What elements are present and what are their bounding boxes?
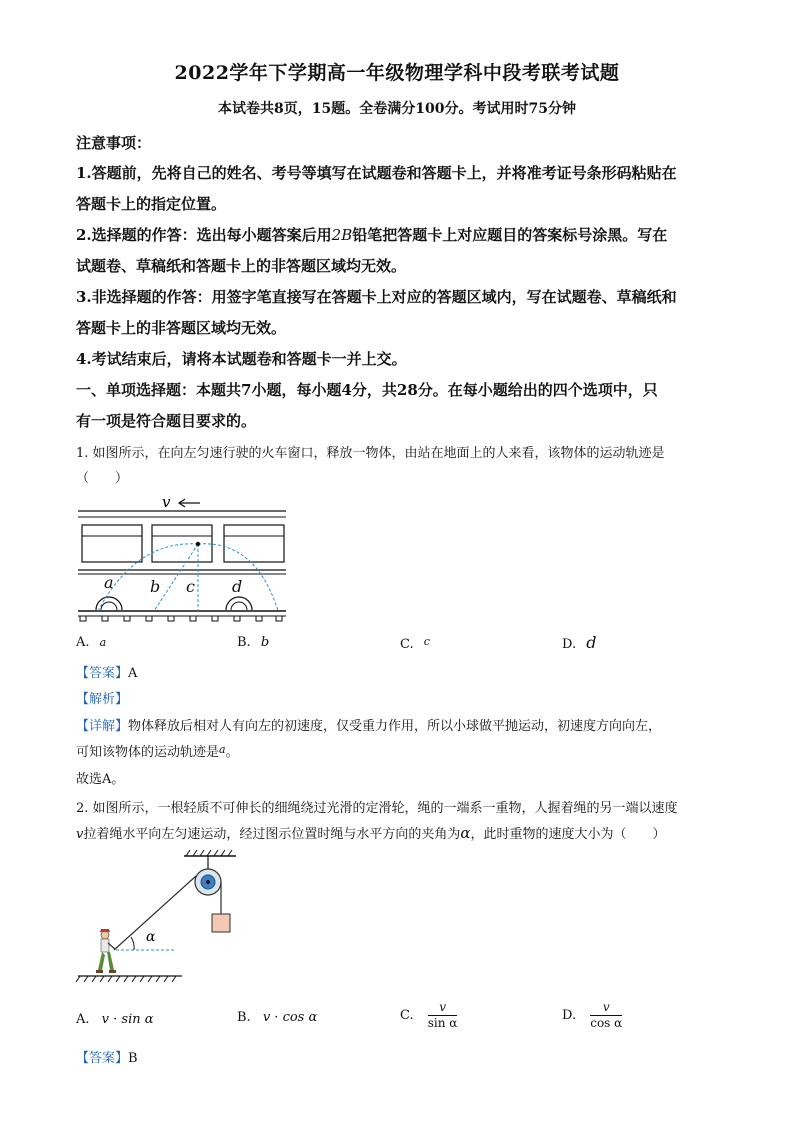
q2-stem-line2: [76, 823, 666, 842]
page-subtitle: 本试卷共8页，15题。全卷满分100分。考试用时75分钟: [218, 101, 576, 117]
q2-pulley-figure: [76, 848, 246, 990]
q1-conclusion: 故选A。: [76, 772, 125, 787]
answer-tag: 【答案】: [76, 1051, 129, 1066]
q1-option-c[interactable]: [400, 635, 430, 652]
option-letter: A.: [76, 1012, 90, 1027]
fraction-denominator: sin α: [427, 1016, 458, 1030]
path-label-c: c: [186, 577, 195, 596]
option-letter: C.: [400, 637, 414, 652]
train-window: [152, 525, 212, 562]
page-title: 2022学年下学期高一年级物理学科中段考联考试题: [174, 62, 620, 84]
train-window: [224, 525, 284, 562]
q1-option-a[interactable]: [76, 635, 106, 650]
stem-text: ，此时重物的速度大小为（ ）: [470, 827, 666, 842]
fraction: [590, 1000, 622, 1031]
notice-item-1a: 1.答题前，先将自己的姓名、考号等填写在试题卷和答题卡上，并将准考证号条形码粘贴在: [76, 164, 677, 182]
option-value: a: [99, 636, 107, 649]
option-value: c: [423, 635, 430, 648]
notice-item-4: 4.考试结束后，请将本试题卷和答题卡一并上交。: [76, 350, 407, 368]
q1-stem-line2: （ ）: [76, 471, 129, 486]
notice-item-3b: 答题卡上的非答题区域均无效。: [76, 319, 287, 337]
fraction-numerator: v: [590, 1000, 622, 1016]
q2-option-a[interactable]: [76, 1012, 154, 1027]
stem-text: 拉着绳水平向左匀速运动，经过图示位置时绳与水平方向的夹角为: [83, 827, 461, 842]
option-letter: D.: [562, 1008, 577, 1023]
option-letter: C.: [400, 1008, 414, 1023]
q2-answer: [76, 1047, 138, 1066]
q1-option-b[interactable]: [237, 635, 269, 650]
q2-stem-line1: 2. 如图所示，一根轻质不可伸长的细绳绕过光滑的定滑轮，绳的一端系一重物，人握着绳的另一端以速度: [76, 801, 678, 816]
notice-item-2b: 试题卷、草稿纸和答题卡上的非答题区域均无效。: [76, 257, 407, 275]
fraction-numerator: v: [428, 1000, 458, 1016]
q1-stem-line1: 1. 如图所示，在向左匀速行驶的火车窗口，释放一物体，由站在地面上的人来看，该物体的运动轨迹是: [76, 446, 665, 461]
option-value: d: [586, 633, 597, 652]
path-label-a: a: [104, 573, 114, 592]
path-label-d: d: [232, 577, 243, 596]
notice-item-2a-var: 2B: [331, 226, 353, 244]
stem-var: v: [76, 827, 84, 842]
option-letter: A.: [76, 635, 90, 650]
notice-item-2a-post: 铅笔把答题卡上对应题目的答案标号涂黑。写在: [352, 226, 668, 244]
q2-option-c[interactable]: [400, 1000, 457, 1031]
angle-label: α: [146, 929, 156, 945]
q2-option-d[interactable]: [562, 1000, 622, 1031]
train-window: [82, 525, 142, 562]
section-heading-line1: 一、单项选择题：本题共7小题，每小题4分，共28分。在每小题给出的四个选项中，只: [76, 381, 658, 399]
answer-tag: 【答案】: [76, 666, 129, 681]
arrow-left-icon: [179, 499, 200, 507]
weight-block: [212, 914, 230, 932]
path-label-b: b: [150, 577, 161, 596]
detail-var: a: [219, 743, 226, 756]
option-value: v · cos α: [262, 1010, 318, 1025]
detail-text: 物体释放后相对人有向左的初速度，仅受重力作用，所以小球做平抛运动，初速度方向向左，: [128, 719, 662, 734]
section-heading-line2: 有一项是符合题目要求的。: [76, 412, 257, 430]
option-letter: D.: [562, 637, 577, 652]
fraction-denominator: cos α: [590, 1016, 623, 1030]
fraction: [428, 1000, 458, 1031]
answer-value: B: [128, 1051, 138, 1066]
person-icon: [96, 929, 116, 973]
q1-train-figure: [76, 490, 288, 625]
q1-answer: [76, 662, 137, 681]
notice-item-2a-pre: 2.选择题的作答：选出每小题答案后用: [76, 226, 332, 244]
stem-angle: α: [460, 824, 471, 842]
notice-item-3a: 3.非选择题的作答：用签字笔直接写在答题卡上对应的答题区域内，写在试题卷、草稿纸和: [76, 288, 677, 306]
notice-item-1b: 答题卡上的指定位置。: [76, 195, 227, 213]
answer-value: A: [128, 666, 138, 681]
q1-analysis-tag: [76, 688, 128, 707]
q1-detail-line2: [76, 741, 239, 760]
velocity-label: v: [162, 493, 171, 511]
detail-tag: 【详解】: [76, 719, 129, 734]
notice-heading: 注意事项：: [76, 134, 152, 152]
q2-option-b[interactable]: [237, 1010, 317, 1025]
notice-item-2a: [76, 224, 667, 245]
detail-text: 可知该物体的运动轨迹是: [76, 745, 220, 760]
detail-text: 。: [225, 745, 239, 760]
q1-detail-line1: [76, 715, 661, 734]
option-letter: B.: [237, 1010, 251, 1025]
option-value: v · sin α: [101, 1012, 154, 1027]
option-value: b: [260, 635, 270, 650]
option-letter: B.: [237, 635, 251, 650]
q1-option-d[interactable]: [562, 633, 596, 652]
analysis-tag: 【解析】: [76, 692, 129, 707]
